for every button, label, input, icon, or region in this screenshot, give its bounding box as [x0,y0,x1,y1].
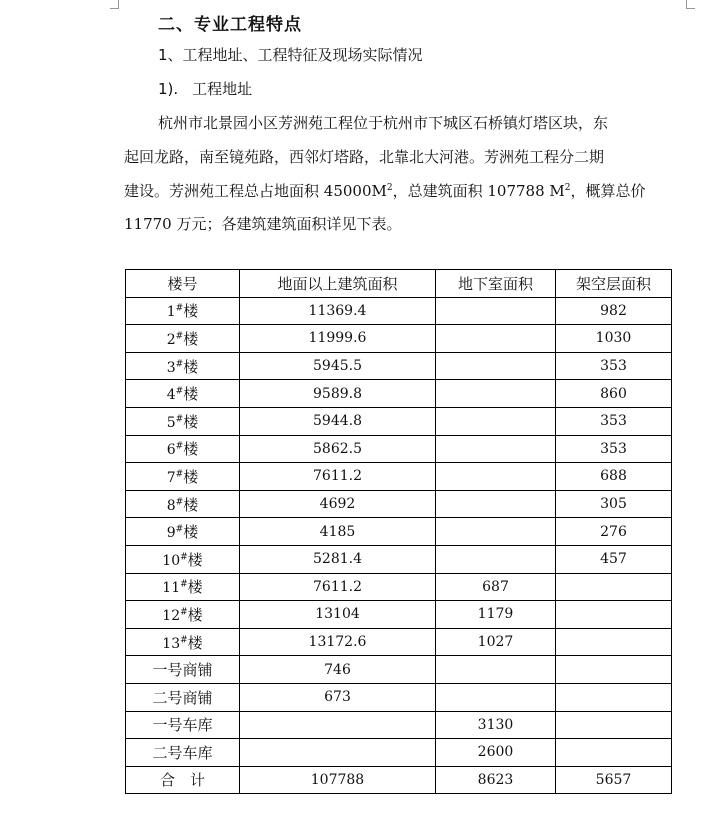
cell-basement-area [436,683,556,711]
table-row [126,711,672,739]
cell-basement-area: 1027 [436,628,556,656]
cell-building-no [126,683,240,711]
subsection-title: 1、工程地址、工程特征及现场实际情况 [158,46,423,64]
building-no-suffix: 楼 [187,605,203,624]
cell-basement-area: 3130 [436,711,556,739]
total-basement-area: 8623 [436,766,556,794]
building-no-sup: # [175,358,184,369]
cell-above-ground-area: 5862.5 [240,435,436,463]
building-no: 二号车库 [152,743,213,762]
paragraph-line-3-part-b: ，总建筑面积 107788 M [392,182,565,200]
page-corner-mark-right [686,0,695,9]
section-title: 二、专业工程特点 [158,15,302,35]
building-no-sup: # [175,414,184,425]
cell-stilt-floor-area: 353 [556,352,672,380]
building-no-sup: # [180,634,188,645]
table-row [126,683,672,711]
building-no: 7 [166,469,176,486]
building-no-suffix: 楼 [183,412,199,431]
cell-above-ground-area: 11999.6 [240,325,436,353]
building-no-sup: # [175,441,184,452]
header-above-ground-area: 地面以上建筑面积 [240,270,436,298]
building-no-suffix: 楼 [183,385,199,404]
total-label: 合 计 [126,766,240,794]
table-row [126,601,672,629]
cell-stilt-floor-area [556,601,672,629]
cell-stilt-floor-area: 1030 [556,325,672,353]
cell-basement-area [436,352,556,380]
cell-above-ground-area: 5944.8 [240,407,436,435]
building-no-suffix: 楼 [183,329,199,348]
building-no: 8 [166,497,176,514]
building-no: 1 [166,304,176,321]
building-no: 一号商铺 [152,661,213,680]
cell-basement-area [436,518,556,546]
table-row [126,325,672,353]
building-no-sup: # [175,386,184,397]
cell-building-no [126,490,240,518]
cell-stilt-floor-area: 688 [556,463,672,491]
cell-stilt-floor-area [556,628,672,656]
building-no-suffix: 楼 [187,578,203,597]
cell-above-ground-area: 13104 [240,601,436,629]
table-row [126,435,672,463]
building-no-sup: # [175,303,184,314]
cell-above-ground-area [240,739,436,767]
cell-above-ground-area: 673 [240,683,436,711]
cell-building-no [126,601,240,629]
building-no-suffix: 楼 [183,467,199,486]
building-no-sup: # [175,331,184,342]
cell-basement-area: 687 [436,573,556,601]
building-no: 2 [166,331,176,348]
cell-above-ground-area: 5945.5 [240,352,436,380]
building-no-sup: # [175,469,184,480]
paragraph-line-3 [124,180,664,201]
table-row [126,380,672,408]
cell-stilt-floor-area: 353 [556,407,672,435]
cell-stilt-floor-area [556,739,672,767]
item-number: 1). [158,80,179,98]
cell-basement-area [436,407,556,435]
building-no: 10 [162,552,181,569]
cell-building-no [126,656,240,684]
paragraph-line-2: 起回龙路，南至镜苑路，西邻灯塔路，北靠北大河港。芳洲苑工程分二期 [124,148,605,166]
building-no: 9 [166,525,176,542]
table-row [126,352,672,380]
building-no-suffix: 楼 [183,440,199,459]
table-row [126,628,672,656]
building-no: 二号商铺 [152,688,213,707]
building-no-suffix: 楼 [183,302,199,321]
item-heading [158,78,252,99]
cell-above-ground-area: 7611.2 [240,573,436,601]
cell-above-ground-area: 4692 [240,490,436,518]
table-row [126,463,672,491]
cell-building-no [126,518,240,546]
cell-above-ground-area: 11369.4 [240,297,436,325]
cell-building-no [126,352,240,380]
cell-basement-area [436,297,556,325]
cell-building-no [126,739,240,767]
table-header-row [126,270,672,298]
paragraph-line-3-part-c: ，概算总价 [570,182,646,200]
building-area-table [125,269,672,794]
cell-building-no [126,545,240,573]
building-no: 6 [166,442,176,459]
cell-basement-area [436,545,556,573]
superscript: 2 [386,183,393,193]
cell-stilt-floor-area: 353 [556,435,672,463]
cell-above-ground-area: 746 [240,656,436,684]
building-no: 11 [162,580,181,597]
cell-above-ground-area: 4185 [240,518,436,546]
building-no: 一号车库 [152,716,213,735]
cell-building-no [126,435,240,463]
table-row [126,656,672,684]
building-no-sup: # [180,552,188,563]
header-building-no: 楼号 [126,270,240,298]
cell-stilt-floor-area: 457 [556,545,672,573]
cell-basement-area [436,463,556,491]
cell-stilt-floor-area [556,683,672,711]
building-no-suffix: 楼 [183,523,199,542]
cell-stilt-floor-area: 276 [556,518,672,546]
cell-basement-area [436,435,556,463]
table-row [126,518,672,546]
cell-stilt-floor-area: 982 [556,297,672,325]
cell-stilt-floor-area: 860 [556,380,672,408]
table-row [126,297,672,325]
paragraph-line-1: 杭州市北景园小区芳洲苑工程位于杭州市下城区石桥镇灯塔区块，东 [158,114,609,132]
cell-above-ground-area: 13172.6 [240,628,436,656]
building-no: 3 [166,359,176,376]
cell-building-no [126,407,240,435]
building-no: 13 [162,635,181,652]
building-no: 12 [162,607,181,624]
cell-building-no [126,711,240,739]
superscript: 2 [564,183,571,193]
building-no: 5 [166,414,176,431]
building-no-suffix: 楼 [187,633,203,652]
cell-stilt-floor-area [556,573,672,601]
building-no-sup: # [175,524,184,535]
building-no-suffix: 楼 [187,550,203,569]
cell-building-no [126,628,240,656]
building-no: 4 [166,387,176,404]
page-corner-mark-left [110,0,119,9]
table-row [126,573,672,601]
cell-stilt-floor-area: 305 [556,490,672,518]
cell-building-no [126,325,240,353]
cell-basement-area [436,490,556,518]
header-basement-area: 地下室面积 [436,270,556,298]
building-no-suffix: 楼 [183,357,199,376]
cell-above-ground-area: 9589.8 [240,380,436,408]
cell-stilt-floor-area [556,711,672,739]
total-stilt-floor-area: 5657 [556,766,672,794]
cell-basement-area: 2600 [436,739,556,767]
table-row [126,545,672,573]
table-row [126,490,672,518]
total-above-ground-area: 107788 [240,766,436,794]
cell-basement-area [436,380,556,408]
cell-stilt-floor-area [556,656,672,684]
cell-above-ground-area [240,711,436,739]
cell-building-no [126,463,240,491]
cell-building-no [126,573,240,601]
header-stilt-floor-area: 架空层面积 [556,270,672,298]
building-no-sup: # [175,496,184,507]
item-title: 工程地址 [192,80,253,98]
cell-basement-area [436,656,556,684]
cell-building-no [126,297,240,325]
table-row [126,739,672,767]
cell-building-no [126,380,240,408]
table-row [126,407,672,435]
paragraph-line-4: 11770 万元；各建筑建筑面积详见下表。 [124,215,402,233]
building-no-sup: # [180,579,188,590]
building-no-sup: # [180,607,188,618]
cell-above-ground-area: 5281.4 [240,545,436,573]
cell-basement-area [436,325,556,353]
cell-above-ground-area: 7611.2 [240,463,436,491]
building-no-suffix: 楼 [183,495,199,514]
paragraph-line-3-part-a: 建设。芳洲苑工程总占地面积 45000M [124,182,387,200]
cell-basement-area: 1179 [436,601,556,629]
table-total-row [126,766,672,794]
